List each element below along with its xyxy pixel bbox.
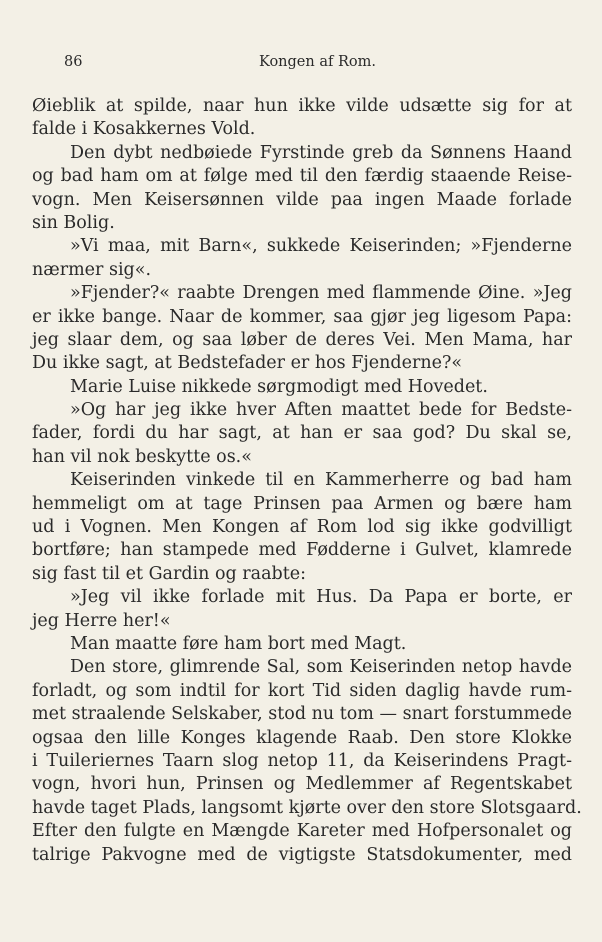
text-line: fader, fordi du har sagt, at han er saa god? Du skal se, bbox=[32, 423, 572, 444]
text-line: ud i Vognen. Men Kongen af Rom lod sig ikke godvilligt bbox=[32, 517, 572, 538]
text-line: Den store, glimrende Sal, som Keiserinden netop havde bbox=[70, 657, 572, 678]
text-line: vogn. Men Keisersønnen vilde paa ingen Maade forlade bbox=[32, 189, 572, 210]
text-line: talrige Pakvogne med de vigtigste Statsdokumenter, med bbox=[32, 844, 572, 865]
text-line: vogn, hvori hun, Prinsen og Medlemmer af Regentskabet bbox=[32, 774, 572, 795]
text-line: »Vi maa, mit Barn«, sukkede Keiserinden; »Fjenderne bbox=[70, 236, 572, 257]
text-line: »Jeg vil ikke forlade mit Hus. Da Papa er borte, er bbox=[70, 587, 572, 608]
text-line: Du ikke sagt, at Bedstefader er hos Fjenderne?« bbox=[32, 353, 463, 374]
text-line: sin Bolig. bbox=[32, 212, 115, 233]
text-line: Øieblik at spilde, naar hun ikke vilde udsætte sig for at bbox=[32, 96, 572, 116]
text-line: han vil nok beskytte os.« bbox=[32, 446, 252, 467]
text-line: og bad ham om at følge med til den færdig staaende Reise- bbox=[32, 166, 572, 187]
text-line: jeg slaar dem, og saa løber de deres Vei. Men Mama, har bbox=[32, 329, 572, 350]
text-line: er ikke bange. Naar de kommer, saa gjør jeg ligesom Papa: bbox=[32, 306, 572, 327]
text-line: falde i Kosakkernes Vold. bbox=[32, 119, 256, 140]
running-title: Kongen af Rom. bbox=[259, 54, 376, 70]
text-line: sig fast til et Gardin og raabte: bbox=[32, 563, 307, 584]
text-line: bortføre; han stampede med Fødderne i Gulvet, klamrede bbox=[32, 540, 572, 561]
text-line: i Tuileriernes Taarn slog netop 11, da Keiserindens Pragt- bbox=[32, 750, 572, 771]
text-line: Den dybt nedbøiede Fyrstinde greb da Sønnens Haand bbox=[70, 142, 572, 163]
text-line: havde taget Plads, langsomt kjørte over den store Slotsgaard. bbox=[32, 797, 582, 818]
page-number: 86 bbox=[64, 54, 83, 70]
text-line: »Og har jeg ikke hver Aften maattet bede for Bedste- bbox=[70, 400, 572, 421]
text-line: ogsaa den lille Konges klagende Raab. Den store Klokke bbox=[32, 727, 572, 748]
text-line: met straalende Selskaber, stod nu tom — snart forstummede bbox=[32, 704, 572, 725]
text-line: Efter den fulgte en Mængde Kareter med Hofpersonalet og bbox=[32, 821, 572, 842]
text-line: Man maatte føre ham bort med Magt. bbox=[70, 633, 407, 654]
text-line: forladt, og som indtil for kort Tid siden daglig havde rum- bbox=[32, 680, 572, 701]
text-line: »Fjender?« raabte Drengen med flammende Øine. »Jeg bbox=[70, 283, 572, 304]
text-line: jeg Herre her!« bbox=[32, 610, 171, 631]
body-text bbox=[32, 95, 582, 867]
text-line: Keiserinden vinkede til en Kammerherre og bad ham bbox=[70, 470, 572, 491]
text-line: nærmer sig«. bbox=[32, 259, 152, 280]
page-header bbox=[64, 54, 572, 74]
text-line: Marie Luise nikkede sørgmodigt med Hovedet. bbox=[70, 376, 488, 397]
text-line: hemmeligt om at tage Prinsen paa Armen og bære ham bbox=[32, 493, 572, 514]
